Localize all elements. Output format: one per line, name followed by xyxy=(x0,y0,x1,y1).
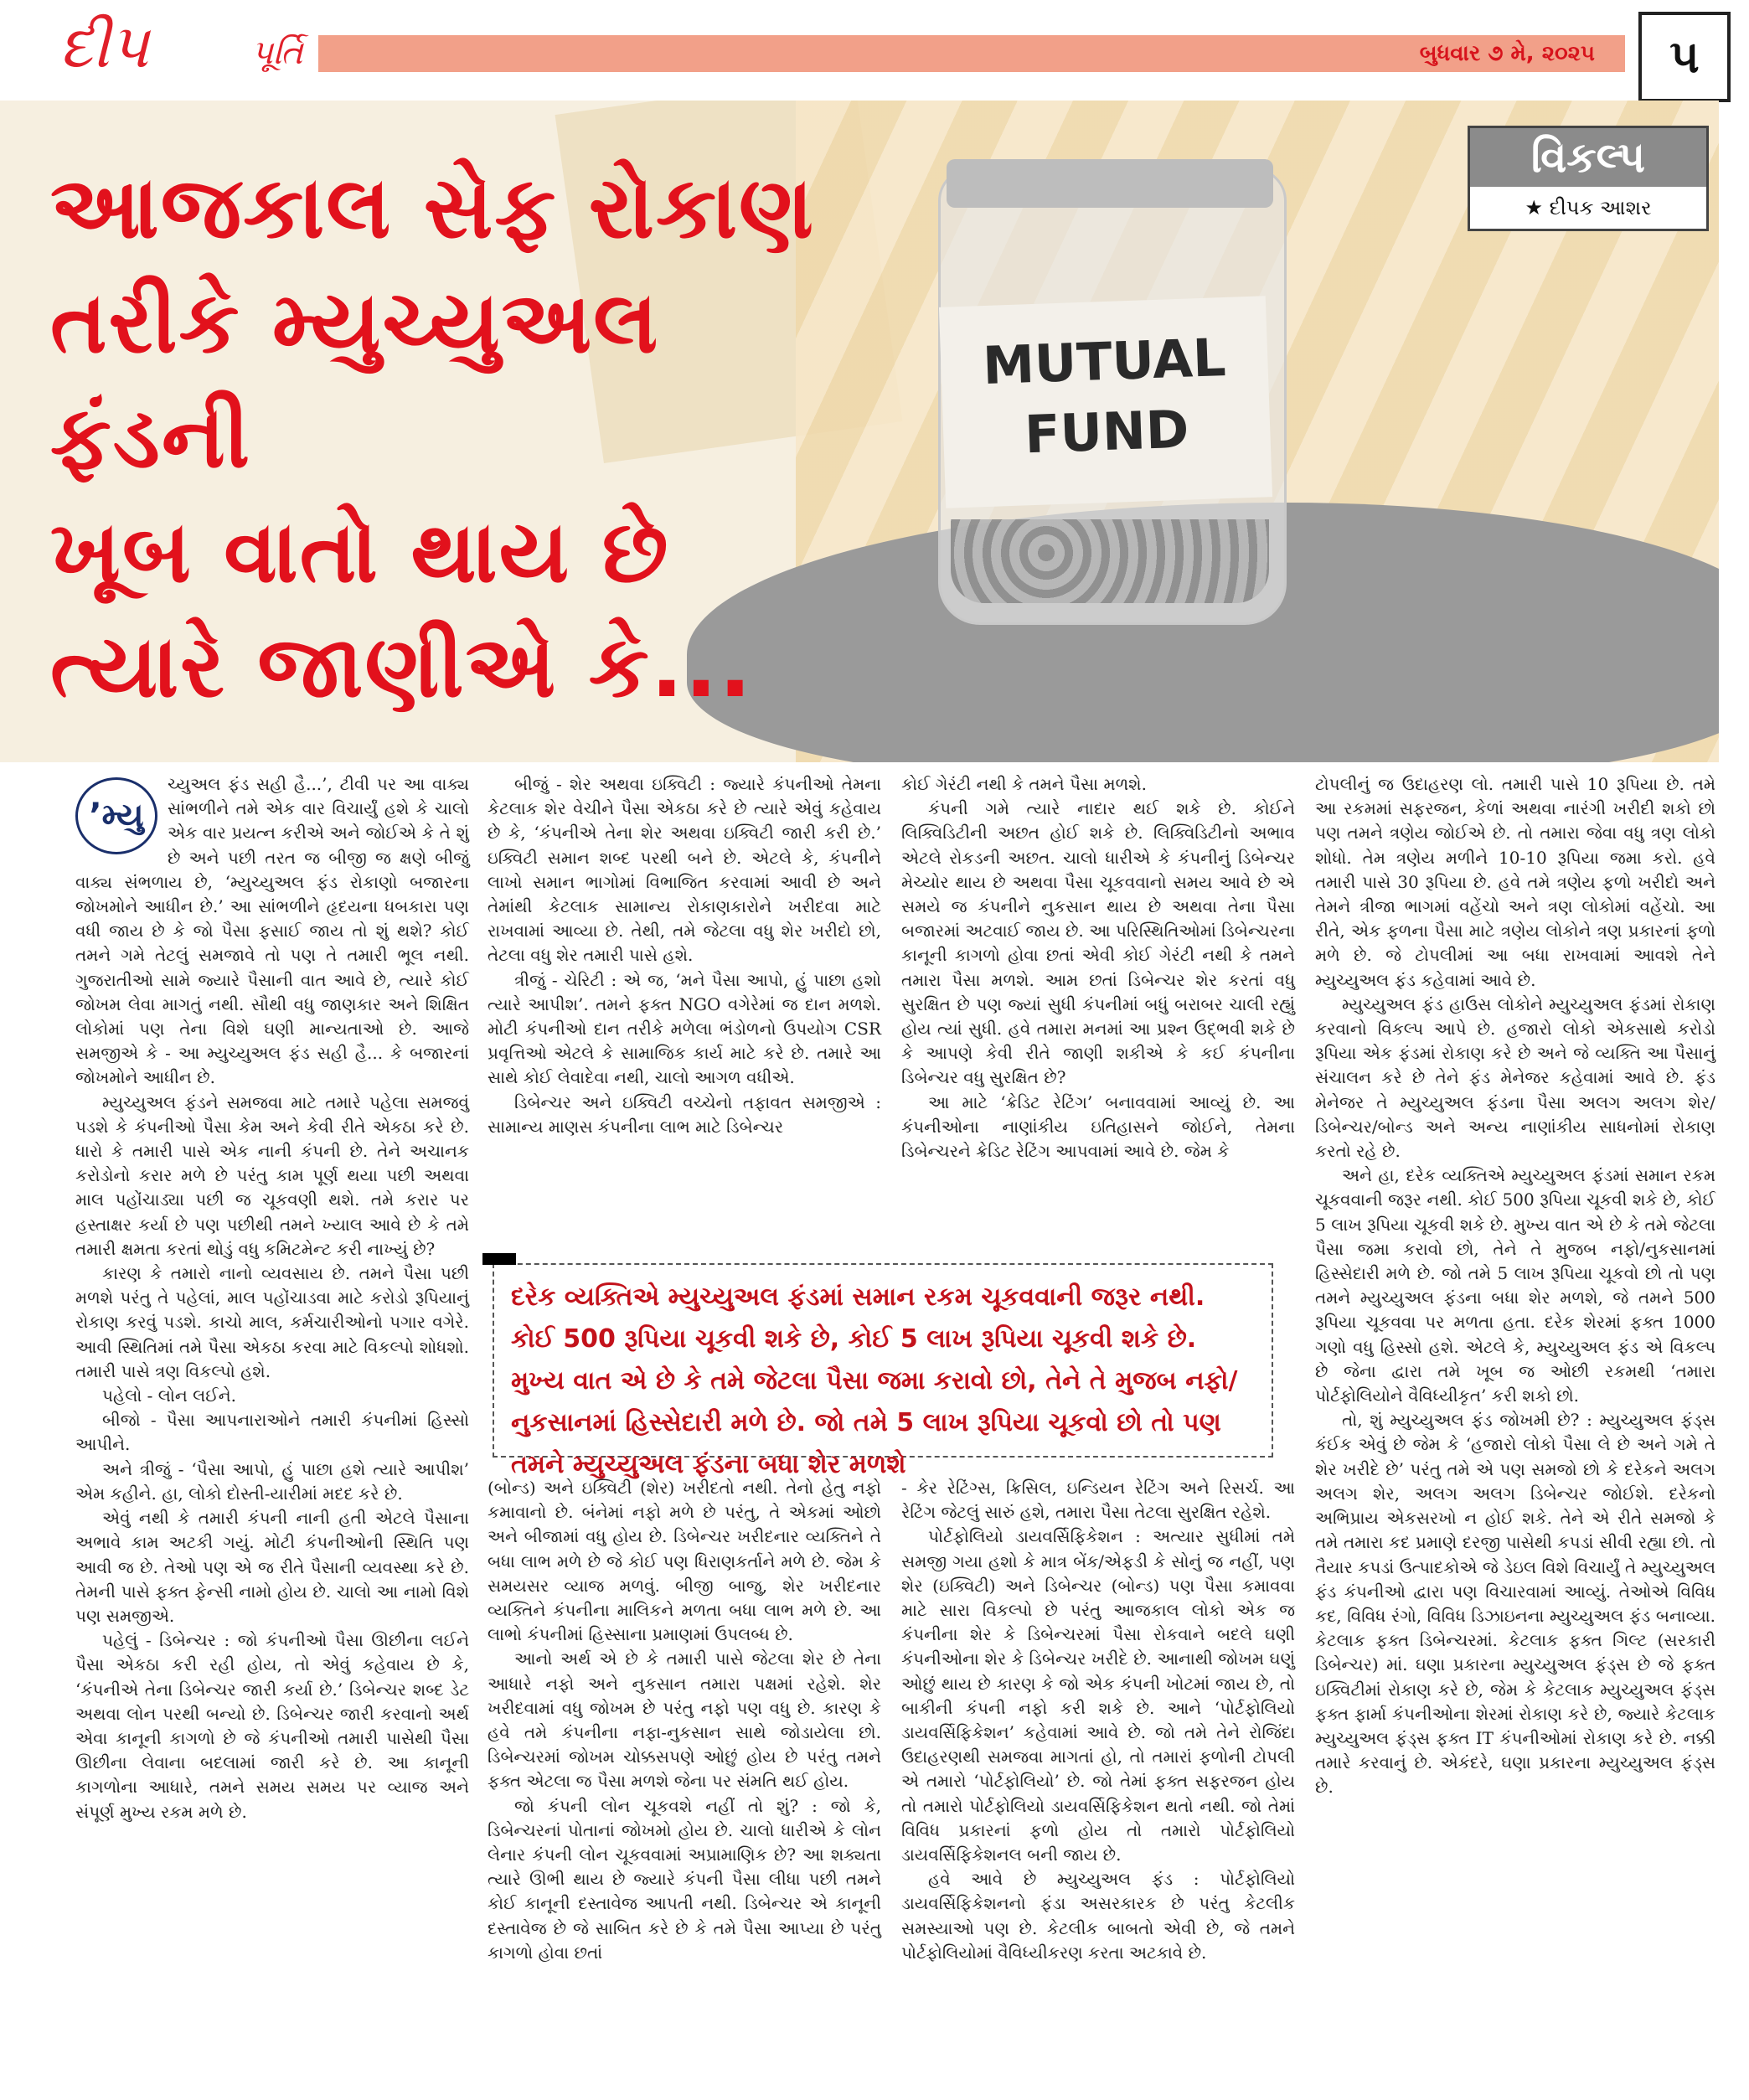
paragraph: - કેર રેટિંગ્સ, ક્રિસિલ, ઇન્ડિયન રેટિંગ અને રિસર્ચ. આ રેટિંગ જેટલું સારું હશે, તમારા પૈસા તેટલા સુરક્ષિત રહેશે. xyxy=(901,1478,1295,1523)
paragraph: આ માટે ‘ક્રેડિટ રેટિંગ’ બનાવવામાં આવ્યું છે. આ કંપનીઓના નાણાંકીય ઇતિહાસને જોઈને, તેમના ડિબેન્ચરને ક્રેડિટ રેટિંગ આપવામાં આવે છે. જેમ કે xyxy=(901,1091,1295,1162)
paragraph: કોઈ ગેરંટી નથી કે તમને પૈસા મળશે. xyxy=(901,774,1147,794)
section-label: વિકલ્પ xyxy=(1470,128,1706,187)
paragraph: ત્રીજું - ચેરિટી : એ જ, ‘મને પૈસા આપો, હું પાછા હશો ત્યારે આપીશ’. તમને ફક્ત NGO વગેરેમાં જ દાન મળશે. મોટી કંપનીઓ દાન તરીકે મળેલા ભંડોળનો ઉપયોગ CSR પ્રવૃત્તિઓ એટલે કે સામાજિક કાર્ય માટે કરે છે. તમારે આ સાથે કોઈ લેવાદેવા નથી, ચાલો આગળ વધીએ. xyxy=(488,969,881,1088)
paragraph: મ્યુચ્યુઅલ ફંડને સમજવા માટે તમારે પહેલા સમજવું પડશે કે કંપનીઓ પૈસા કેમ અને કેવી રીતે એકઠા કરે છે. ધારો કે તમારી પાસે એક નાની કંપની છે. તેને અચાનક કરોડોનો કરાર મળે છે પરંતુ કામ પૂર્ણ થયા પછી અથવા માલ પહોંચાડ્યા પછી જ ચૂકવણી થશે. તમે કરાર પર હસ્તાક્ષર કર્યા છે પણ પછીથી તમને ખ્યાલ આવે છે કે તમે તમારી ક્ષમતા કરતાં થોડું વધુ કમિટમેન્ટ કરી નાખ્યું છે? xyxy=(75,1091,469,1259)
headline-line-2: તરીકે મ્યુચ્યુઅલ ફંડની xyxy=(50,273,660,488)
article-headline xyxy=(50,151,880,725)
paragraph: પહેલું - ડિબેન્ચર : જો કંપનીઓ પૈસા ઊછીના લઈને પૈસા એકઠા કરી રહી હોય, તો એવું કહેવાય છે કે, ‘કંપનીએ તેના ડિબેન્ચર જારી કર્યા છે.’ ડિબેન્ચર શબ્દ ડેટ અથવા લોન પરથી બન્યો છે. ડિબેન્ચર જારી કરવાનો અર્થ એવા કાનૂની કાગળો છે જે કંપનીઓ તમારી પાસેથી પૈસા ઊછીના લેવાના બદલામાં જારી કરે છે. આ કાનૂની કાગળોના આધારે, તમને સમય સમય પર વ્યાજ અને સંપૂર્ણ મુખ્ય રકમ મળે છે. xyxy=(75,1630,469,1822)
headline-line-3: ખૂબ વાતો થાય છે xyxy=(50,503,670,602)
jar-lid xyxy=(947,159,1273,208)
paragraph: (બોન્ડ) અને ઇક્વિટી (શેર) ખરીદતો નથી. તેનો હેતુ નફો કમાવાનો છે. બંનેમાં નફો મળે છે પરંતુ, તે એકમાં ઓછો અને બીજામાં વધુ હોય છે. ડિબેન્ચર ખરીદનાર વ્યક્તિને તે બધા લાભ મળે છે જે કોઈ પણ ધિરાણકર્તાને મળે છે. જેમ કે સમયસર વ્યાજ મળવું. બીજી બાજુ, શેર ખરીદનાર વ્યક્તિને કંપનીના માલિકને મળતા બધા લાભ મળે છે. આ લાભો કંપનીમાં હિસ્સાના પ્રમાણમાં ઉપલબ્ધ છે. xyxy=(488,1478,881,1645)
publication-logo: દીપ xyxy=(59,11,149,81)
article-column-3-bottom xyxy=(901,1476,1295,1965)
article-column-2-top xyxy=(488,772,881,1139)
paragraph: જો કંપની લોન ચૂકવશે નહીં તો શું? : જો કે, ડિબેન્ચરનાં પોતાનાં જોખમો હોય છે. ચાલો ધારીએ કે લોન લેનાર કંપની લોન ચૂકવવામાં અપ્રામાણિક છે? આ શક્યતા ત્યારે ઊભી થાય છે જ્યારે કંપની પૈસા લીધા પછી તમને કોઈ કાનૂની દસ્તાવેજ આપતી નથી. ડિબેન્ચર એ કાનૂની દસ્તાવેજ છે જે સાબિત કરે છે કે તમે પૈસા આપ્યા છે પરંતુ કાગળો હોવા છતાં xyxy=(488,1795,881,1963)
paragraph: અને ત્રીજું - ‘પૈસા આપો, હું પાછા હશે ત્યારે આપીશ’ એમ કહીને. હા, લોકો દોસ્તી-યારીમાં મદદ કરે છે. xyxy=(75,1458,469,1504)
headline-line-4: ત્યારે જાણીએ કે... xyxy=(50,617,753,717)
paragraph: ચ્યુઅલ ફંડ સહી હૈ...’, ટીવી પર આ વાક્ય સાંભળીને તમે એક વાર વિચાર્યું હશે કે ચાલો એક વાર પ્રયત્ન કરીએ અને જોઈએ કે તે શું છે અને પછી તરત જ બીજી જ ક્ષણે બીજું વાક્ય સંભળાય છે, ‘મ્યુચ્યુઅલ ફંડ રોકાણો બજારના જોખમોને આધીન છે.’ આ સાંભળીને હૃદયના ધબકારા પણ વધી જાય છે કે જો પૈસા ફસાઈ જાય તો શું થશે? કોઈ તમને ગમે તેટલું સમજાવે તો પણ તે તમારી ભૂલ નથી. ગુજરાતીઓ સામે જ્યારે પૈસાની વાત આવે છે, ત્યારે કોઈ જોખમ લેવા માગતું નથી. સૌથી વધુ જાણકાર અને શિક્ષિત લોકોમાં પણ તેના વિશે ઘણી માન્યતાઓ છે. આજે સમજીએ કે - આ મ્યુચ્યુઅલ ફંડ સહી હૈ... કે બજારનાં જોખમોને આધીન છે. xyxy=(75,774,469,1088)
author-byline: ★ દીપક આશર xyxy=(1525,196,1652,219)
headline-line-1: આજકાલ સેફ રોકાણ xyxy=(50,158,815,258)
paragraph: કારણ કે તમારો નાનો વ્યવસાય છે. તમને પૈસા પછી મળશે પરંતુ તે પહેલાં, માલ પહોંચાડવા માટે કરોડો રૂપિયાનું રોકાણ કરવું પડશે. કાચો માલ, કર્મચારીઓનો પગાર વગેરે. આવી સ્થિતિમાં તમે પૈસા એકઠા કરવા માટે વિકલ્પો શોધશો. તમારી પાસે ત્રણ વિકલ્પો હશે. xyxy=(75,1263,469,1381)
paragraph: કંપની ગમે ત્યારે નાદાર થઈ શકે છે. કોઈને લિક્વિડિટીની અછત હોઈ શકે છે. લિક્વિડિટીનો અભાવ એટલે રોકડની અછત. ચાલો ધારીએ કે કંપનીનું ડિબેન્ચર મેચ્યોર થાય છે અથવા પૈસા ચૂકવવાનો સમય આવે છે એ સમયે જ કંપનીને નુકસાન થાય છે અથવા તેના પૈસા બજારમાં અટવાઈ જાય છે. આ પરિસ્થિતિઓમાં ડિબેન્ચરના કાનૂની કાગળો હોવા છતાં એવી કોઈ ગેરંટી નથી કે તમને તમારા પૈસા મળશે. આમ છતાં ડિબેન્ચર શેર કરતાં વધુ સુરક્ષિત છે પણ જ્યાં સુધી કંપનીમાં બધું બરાબર ચાલી રહ્યું હોય ત્યાં સુધી. હવે તમારા મનમાં આ પ્રશ્ન ઉદ્ભવી શકે છે કે આપણે કેવી રીતે જાણી શકીએ કે કઈ કંપનીના ડિબેન્ચર વધુ સુરક્ષિત છે? xyxy=(901,798,1295,1088)
paragraph: પોર્ટફોલિયો ડાયવર્સિફિકેશન : અત્યાર સુધીમાં તમે સમજી ગયા હશો કે માત્ર બેંક/એફડી કે સોનું જ નહીં, પણ શેર (ઇક્વિટી) અને ડિબેન્ચર (બોન્ડ) પણ પૈસા કમાવવા માટે સારા વિકલ્પો છે પરંતુ આજકાલ લોકો એક જ કંપનીના શેર કે ડિબેન્ચરમાં પૈસા રોકવાને બદલે ઘણી કંપનીઓના શેર કે ડિબેન્ચર ખરીદે છે. આનાથી જોખમ ઘણું ઓછું થાય છે કારણ કે જો એક કંપની ખોટમાં જાય છે, તો બાકીની કંપની નફો કરી શકે છે. આને ‘પોર્ટફોલિયો ડાયવર્સિફિકેશન’ કહેવામાં આવે છે. જો તમે તેને રોજિંદા ઉદાહરણથી સમજવા માગતાં હો, તો તમારાં ફળોની ટોપલી એ તમારો ‘પોર્ટફોલિયો’ છે. જો તેમાં ફક્ત સફરજન હોય તો તમારો પોર્ટફોલિયો ડાયવર્સિફિકેશન થતો નથી. જો તેમાં વિવિધ પ્રકારનાં ફળો હોય તો તમારો પોર્ટફોલિયો ડાયવર્સિફિકેશનલ બની જાય છે. xyxy=(901,1526,1295,1865)
pull-quote xyxy=(493,1263,1273,1479)
paragraph: અને હા, દરેક વ્યક્તિએ મ્યુચ્યુઅલ ફંડમાં સમાન રકમ ચૂકવવાની જરૂર નથી. કોઈ 500 રૂપિયા ચૂકવી શકે છે, કોઈ 5 લાખ રૂપિયા ચૂકવી શકે છે. મુખ્ય વાત એ છે કે તમે જેટલા પૈસા જમા કરાવો છો, તેને તે મુજબ નફો/નુકસાનમાં હિસ્સેદારી મળે છે. જો તમે 5 લાખ રૂપિયા ચૂકવો છો તો પણ તમને મ્યુચ્યુઅલ ફંડના બધા શેર મળશે, જે તમને 500 રૂપિયા ચૂકવવા પર મળતા હતા. દરેક શેરમાં ફક્ત 1000 ગણો વધુ હિસ્સો હશે. એટલે કે, મ્યુચ્યુઅલ ફંડ એ વિકલ્પ છે જેના દ્વારા તમે ખૂબ જ ઓછી રકમથી ‘તમારા પોર્ટફોલિયોને વૈવિધ્યીકૃત’ કરી શકો છો. xyxy=(1315,1165,1715,1406)
paragraph: તો, શું મ્યુચ્યુઅલ ફંડ જોખમી છે? : મ્યુચ્યુઅલ ફંડ્સ કંઈક એવું છે જેમ કે ‘હજારો લોકો પૈસા લે છે અને ગમે તે શેર ખરીદે છે’ પરંતુ તમે એ પણ સમજો છો કે દરેકને અલગ અલગ શેર, અલગ અલગ ડિબેન્ચર જોઈશે. દરેકનો અભિપ્રાય એકસરખો ન હોઈ શકે. તેને એ રીતે સમજો કે તમે તમારા કદ પ્રમાણે દરજી પાસેથી કપડાં સીવી રહ્યા છો. તો તૈયાર કપડાં ઉત્પાદકોએ જે ડેઇલ વિશે વિચાર્યું તે મ્યુચ્યુઅલ ફંડ કંપનીઓ દ્વારા પણ વિચારવામાં આવ્યું. તેઓએ વિવિધ કદ, વિવિધ રંગો, વિવિધ ડિઝાઇનના મ્યુચ્યુઅલ ફંડ બનાવ્યા. કેટલાક ફક્ત ડિબેન્ચરમાં. કેટલાક ફક્ત ગિલ્ટ (સરકારી ડિબેન્ચર) માં. ઘણા પ્રકારના મ્યુચ્યુઅલ ફંડ્સ છે જે ફક્ત ઇક્વિટીમાં રોકાણ કરે છે, જેમ કે કેટલાક મ્યુચ્યુઅલ ફંડ્સ ફક્ત ફાર્મા કંપનીઓના શેરમાં રોકાણ કરે છે, જ્યારે કેટલાક મ્યુચ્યુઅલ ફંડ્સ ફક્ત IT કંપનીઓમાં રોકાણ કરે છે. નક્કી તમારે કરવાનું છે. એકંદરે, ઘણા પ્રકારના મ્યુચ્યુઅલ ફંડ્સ છે. xyxy=(1315,1410,1715,1798)
article-column-1 xyxy=(75,772,469,1824)
drop-cap: ’મ્યુ xyxy=(75,777,157,854)
paragraph: આનો અર્થ એ છે કે તમારી પાસે જેટલા શેર છે તેના આધારે નફો અને નુકસાન તમારા પક્ષમાં રહેશે. શેર ખરીદવામાં વધુ જોખમ છે પરંતુ નફો પણ વધુ છે. કારણ કે હવે તમે કંપનીના નફા-નુકસાન સાથે જોડાયેલા છો. ડિબેન્ચરમાં જોખમ ચોક્કસપણે ઓછું હોય છે પરંતુ તમને ફક્ત એટલા જ પૈસા મળશે જેના પર સંમતિ થઈ હોય. xyxy=(488,1649,881,1792)
paragraph: બીજો - પૈસા આપનારાઓને તમારી કંપનીમાં હિસ્સો આપીને. xyxy=(75,1410,469,1455)
article-column-3-top xyxy=(901,772,1295,1164)
issue-date: બુધવાર ૭ મે, ૨૦૨૫ xyxy=(1408,35,1607,72)
publication-supplement-label: પૂર્તિ xyxy=(251,34,303,72)
coins-illustration xyxy=(951,519,1269,603)
pull-quote-marker xyxy=(482,1253,516,1265)
paragraph: ટોપલીનું જ ઉદાહરણ લો. તમારી પાસે 10 રૂપિયા છે. તમે આ રકમમાં સફરજન, કેળાં અથવા નારંગી ખરીદી શકો છો પણ તમને ત્રણેય જોઈએ છે. તો તમારા જેવા વધુ ત્રણ લોકો શોધો. તેમ ત્રણેય મળીને 10-10 રૂપિયા જમા કરો. હવે તમારી પાસે 30 રૂપિયા છે. હવે તમે ત્રણેય ફળો ખરીદો અને તેમને ત્રીજા ભાગમાં વહેંચો અને ત્રણ લોકોમાં વહેંચો. આ રીતે, એક ફળના પૈસા માટે ત્રણેય લોકોને ત્રણ પ્રકારનાં ફળો મળે છે. જે ટોપલીમાં આ બધા રાખવામાં આવશે તેને મ્યુચ્યુઅલ ફંડ કહેવામાં આવે છે. xyxy=(1315,774,1715,990)
paragraph: ડિબેન્ચર અને ઇક્વિટી વચ્ચેનો તફાવત સમજીએ : સામાન્ય માણસ કંપનીના લાભ માટે ડિબેન્ચર xyxy=(488,1091,881,1137)
article-column-2-bottom xyxy=(488,1476,881,1965)
paragraph: પહેલો - લોન લઈને. xyxy=(102,1385,236,1406)
jar-label-line1: MUTUAL xyxy=(981,326,1227,397)
masthead xyxy=(0,0,1749,101)
article-column-4 xyxy=(1315,772,1715,1800)
paragraph: હવે આવે છે મ્યુચ્યુઅલ ફંડ : પોર્ટફોલિયો ડાયવર્સિફિકેશનનો ફંડા અસરકારક છે પરંતુ કેટલીક સમસ્યાઓ પણ છે. કેટલીક બાબતો એવી છે, જે તમને પોર્ટફોલિયોમાં વૈવિધ્યીકરણ કરતા અટકાવે છે. xyxy=(901,1869,1295,1963)
jar-label xyxy=(939,296,1272,508)
pull-quote-text: દરેક વ્યક્તિએ મ્યુચ્યુઅલ ફંડમાં સમાન રકમ ચૂકવવાની જરૂર નથી. કોઈ 500 રૂપિયા ચૂકવી શકે છે, કોઈ 5 લાખ રૂપિયા ચૂકવી શકે છે. મુખ્ય વાત એ છે કે તમે જેટલા પૈસા જમા કરાવો છો, તેને તે મુજબ નફો/નુકસાનમાં હિસ્સેદારી મળે છે. જો તમે 5 લાખ રૂપિયા ચૂકવો છો તો પણ તમને મ્યુચ્યુઅલ ફંડના બધા શેર મળશે xyxy=(511,1282,1238,1479)
paragraph: બીજું - શેર અથવા ઇક્વિટી : જ્યારે કંપનીઓ તેમના કેટલાક શેર વેચીને પૈસા એકઠા કરે છે ત્યારે એવું કહેવાય છે કે, ‘કંપનીએ તેના શેર અથવા ઇક્વિટી જારી કરી છે.’ ઇક્વિટી સમાન શબ્દ પરથી બને છે. એટલે કે, કંપનીને લાખો સમાન ભાગોમાં વિભાજિત કરવામાં આવી છે અને તેમાંથી કેટલાક સામાન્ય રોકાણકારોને ખરીદવા માટે રાખવામાં આવ્યા છે. તેથી, તમે જેટલા વધુ શેર ખરીદો છો, તેટલા વધુ શેર તમારી પાસે હશે. xyxy=(488,774,881,966)
paragraph: મ્યુચ્યુઅલ ફંડ હાઉસ લોકોને મ્યુચ્યુઅલ ફંડમાં રોકાણ કરવાનો વિકલ્પ આપે છે. હજારો લોકો એકસાથે કરોડો રૂપિયા એક ફંડમાં રોકાણ કરે છે અને જે વ્યક્તિ આ પૈસાનું સંચાલન કરે છે તેને ફંડ મેનેજર કહેવામાં આવે છે. ફંડ મેનેજર તે મ્યુચ્યુઅલ ફંડના પૈસા અલગ અલગ શેર/ડિબેન્ચર/બોન્ડ અને અન્ય નાણાંકીય સાધનોમાં રોકાણ કરતો રહે છે. xyxy=(1315,993,1715,1162)
page-number: ૫ xyxy=(1638,12,1731,102)
section-tag xyxy=(1468,126,1709,231)
paragraph: એવું નથી કે તમારી કંપની નાની હતી એટલે પૈસાના અભાવે કામ અટકી ગયું. મોટી કંપનીઓની સ્થિતિ પણ આવી જ છે. તેઓ પણ એ જ રીતે પૈસાની વ્યવસ્થા કરે છે. તેમની પાસે ફક્ત ફેન્સી નામો હોય છે. ચાલો આ નામો વિશે પણ સમજીએ. xyxy=(75,1508,469,1626)
jar-label-line2: FUND xyxy=(1023,398,1190,466)
